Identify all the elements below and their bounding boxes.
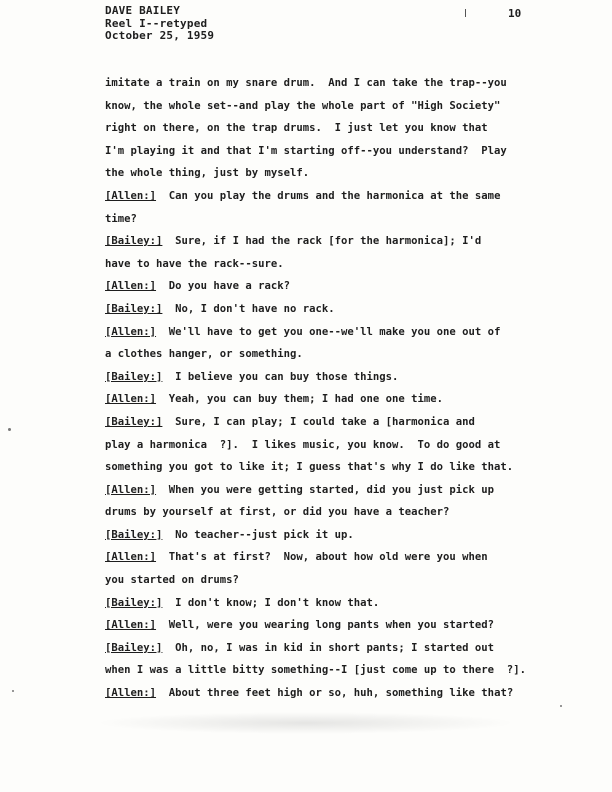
line-text: imitate a train on my snare drum. And I can take the trap--you — [105, 77, 507, 89]
speaker-label: [Bailey:] — [105, 235, 163, 248]
line-text: when I was a little bitty something--I [just come up to there ?]. — [105, 664, 526, 677]
line-text: Yeah, you can buy them; I had one one time. — [156, 393, 444, 406]
transcript-line — [105, 388, 575, 411]
speaker-label: [Bailey:] — [105, 415, 163, 428]
transcript-line — [105, 140, 575, 163]
transcript-line — [105, 637, 575, 660]
transcript-line — [105, 95, 575, 118]
line-text: Sure, I can play; I could take a [harmonica and — [162, 415, 475, 428]
transcript-line — [105, 411, 575, 434]
speaker-label: [Allen:] — [105, 393, 157, 406]
speaker-label: [Allen:] — [105, 551, 157, 564]
line-text: No, I don't have no rack. — [162, 302, 335, 315]
line-text: a clothes hanger, or something. — [105, 348, 303, 361]
line-text: play a harmonica ?]. I likes music, you know. To do good at — [105, 438, 501, 451]
speaker-label: [Bailey:] — [105, 302, 163, 315]
line-text: We'll have to get you one--we'll make you one out of — [156, 325, 501, 338]
speaker-label: [Allen:] — [105, 619, 157, 632]
speaker-label: [Allen:] — [105, 325, 157, 338]
line-text: have to have the rack--sure. — [105, 257, 284, 270]
line-text: That's at first? Now, about how old were you when — [156, 551, 488, 564]
speaker-label: [Bailey:] — [105, 528, 163, 541]
line-text: know, the whole set--and play the whole part of "High Society" — [105, 99, 501, 112]
transcript-line — [105, 298, 575, 321]
interviewee-name: DAVE BAILEY — [105, 4, 181, 17]
transcript-line — [105, 117, 575, 140]
line-text: right on there, on the trap drums. I just let you know that — [105, 122, 488, 135]
line-text: time? — [105, 212, 137, 225]
line-text: When you were getting started, did you just pick up — [156, 483, 495, 496]
transcript-line — [105, 569, 575, 592]
page-number: 10 — [508, 7, 522, 20]
transcript-line — [105, 343, 575, 366]
transcript-line — [105, 659, 575, 682]
transcript-line — [105, 321, 575, 344]
transcript-line — [105, 72, 575, 95]
speaker-label: [Allen:] — [105, 483, 157, 496]
transcript-line — [105, 682, 575, 705]
transcript-body — [105, 72, 575, 705]
speaker-label: [Bailey:] — [105, 370, 163, 383]
transcript-line — [105, 434, 575, 457]
transcript-line — [105, 614, 575, 637]
scan-speck — [8, 428, 11, 431]
transcript-line — [105, 479, 575, 502]
speaker-label: [Allen:] — [105, 687, 157, 700]
reel-label: Reel I--retyped — [105, 16, 208, 30]
scan-speck — [560, 705, 562, 707]
transcript-line — [105, 230, 575, 253]
transcript-line — [105, 275, 575, 298]
transcript-line — [105, 546, 575, 569]
line-text: I'm playing it and that I'm starting off--you understand? Play — [105, 144, 507, 157]
line-text: the whole thing, just by myself. — [105, 167, 310, 180]
scan-smudge — [96, 712, 516, 734]
transcript-line — [105, 253, 575, 276]
transcript-line — [105, 208, 575, 231]
transcript-line — [105, 185, 575, 208]
line-text: Well, were you wearing long pants when you started? — [156, 619, 495, 632]
line-text: Oh, no, I was in kid in short pants; I started out — [162, 641, 495, 654]
line-text: Do you have a rack? — [156, 280, 290, 293]
speaker-label: [Bailey:] — [105, 596, 163, 609]
transcript-line — [105, 456, 575, 479]
speaker-label: [Allen:] — [105, 280, 157, 293]
line-text: Sure, if I had the rack [for the harmonica]; I'd — [162, 235, 482, 248]
scan-speck — [12, 690, 14, 692]
transcript-line — [105, 501, 575, 524]
line-text: you started on drums? — [105, 574, 239, 587]
line-text: About three feet high or so, huh, something like that? — [156, 687, 514, 700]
transcript-line — [105, 162, 575, 185]
line-text: drums by yourself at first, or did you have a teacher? — [105, 506, 450, 519]
page-header — [105, 5, 214, 43]
speaker-label: [Bailey:] — [105, 641, 163, 654]
line-text: No teacher--just pick it up. — [162, 528, 354, 541]
transcript-line — [105, 524, 575, 547]
speaker-label: [Allen:] — [105, 189, 157, 202]
line-text: I believe you can buy those things. — [162, 370, 399, 383]
line-text: Can you play the drums and the harmonica at the same — [156, 189, 501, 202]
transcript-line — [105, 592, 575, 615]
line-text: I don't know; I don't know that. — [162, 596, 380, 609]
line-text: something you got to like it; I guess that's why I do like that. — [105, 461, 514, 474]
margin-mark — [465, 9, 466, 17]
transcript-line — [105, 366, 575, 389]
interview-date: October 25, 1959 — [105, 29, 215, 42]
